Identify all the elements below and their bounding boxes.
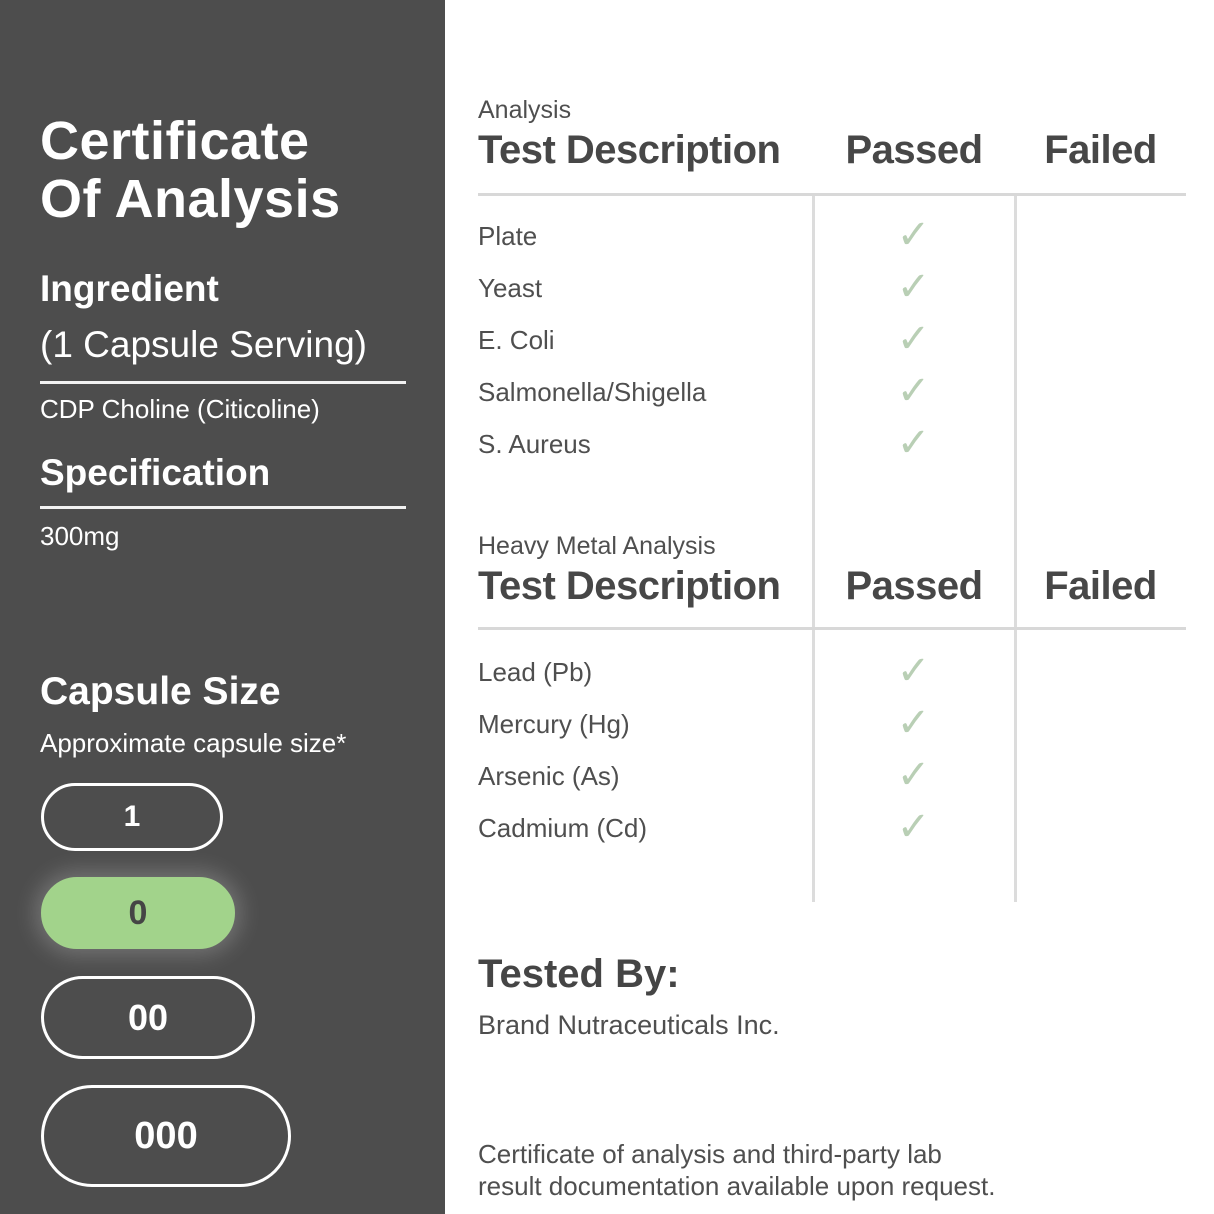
test-name: Arsenic (As) [478, 761, 620, 791]
table-row [478, 316, 1186, 362]
tested-by-heading: Tested By: [478, 952, 680, 996]
check-icon: ✓ [896, 316, 931, 362]
divider [40, 506, 406, 509]
check-icon: ✓ [896, 804, 931, 850]
check-icon: ✓ [896, 420, 931, 466]
capsule-size-option-00-label: 00 [127, 996, 169, 1038]
ingredient-heading: Ingredient [40, 268, 219, 309]
capsule-size-option-0-label: 0 [128, 893, 148, 932]
table-header [478, 564, 1186, 612]
ingredient-value: CDP Choline (Citicoline) [40, 394, 320, 424]
table-row [478, 420, 1186, 466]
check-icon: ✓ [896, 648, 931, 694]
test-name: Cadmium (Cd) [478, 813, 648, 843]
heavy-metal-section-label: Heavy Metal Analysis [478, 532, 716, 560]
tested-by-value: Brand Nutraceuticals Inc. [478, 1010, 780, 1040]
column-failed: Failed [1044, 128, 1157, 172]
test-name: Lead (Pb) [478, 657, 593, 687]
column-passed: Passed [845, 564, 983, 608]
capsule-size-option-00[interactable] [41, 976, 255, 1059]
analysis-panel [445, 0, 1214, 1214]
check-icon: ✓ [896, 368, 931, 414]
page-title [40, 112, 341, 229]
capsule-size-option-1-label: 1 [123, 800, 141, 833]
check-icon: ✓ [896, 752, 931, 798]
test-name: Mercury (Hg) [478, 709, 630, 739]
column-test-description: Test Description [478, 128, 781, 172]
page-title-line1: Certificate [40, 111, 310, 171]
specification-value: 300mg [40, 521, 120, 551]
table-row [478, 804, 1186, 850]
analysis-section-label: Analysis [478, 96, 572, 124]
capsule-size-subtext: Approximate capsule size* [40, 728, 347, 758]
table-row [478, 752, 1186, 798]
test-name: E. Coli [478, 325, 555, 355]
test-name: Plate [478, 221, 538, 251]
table-header [478, 128, 1186, 176]
page-title-line2: Of Analysis [40, 169, 341, 230]
test-name: Yeast [478, 273, 543, 303]
sidebar-panel [0, 0, 445, 1214]
test-name: S. Aureus [478, 429, 591, 459]
column-test-description: Test Description [478, 564, 781, 608]
table-row [478, 264, 1186, 310]
table-row [478, 648, 1186, 694]
test-name: Salmonella/Shigella [478, 377, 707, 407]
divider [40, 381, 406, 384]
capsule-size-heading: Capsule Size [40, 670, 281, 713]
check-icon: ✓ [896, 264, 931, 310]
ingredient-serving-note: (1 Capsule Serving) [40, 324, 367, 365]
check-icon: ✓ [896, 700, 931, 746]
column-passed: Passed [845, 128, 983, 172]
table-header-divider [478, 627, 1186, 630]
table-header-divider [478, 193, 1186, 196]
footer-note-line1: Certificate of analysis and third-party lab [478, 1139, 942, 1169]
capsule-size-option-000[interactable] [41, 1085, 291, 1187]
check-icon: ✓ [896, 212, 931, 258]
specification-heading: Specification [40, 452, 271, 493]
capsule-size-option-1[interactable] [41, 783, 223, 851]
capsule-size-option-0[interactable] [41, 877, 235, 949]
table-row [478, 212, 1186, 258]
footer-note [478, 1138, 995, 1202]
table-row [478, 700, 1186, 746]
footer-note-line2: result documentation available upon request. [478, 1171, 996, 1201]
table-row [478, 368, 1186, 414]
capsule-size-option-000-label: 000 [134, 1114, 198, 1157]
column-failed: Failed [1044, 564, 1157, 608]
